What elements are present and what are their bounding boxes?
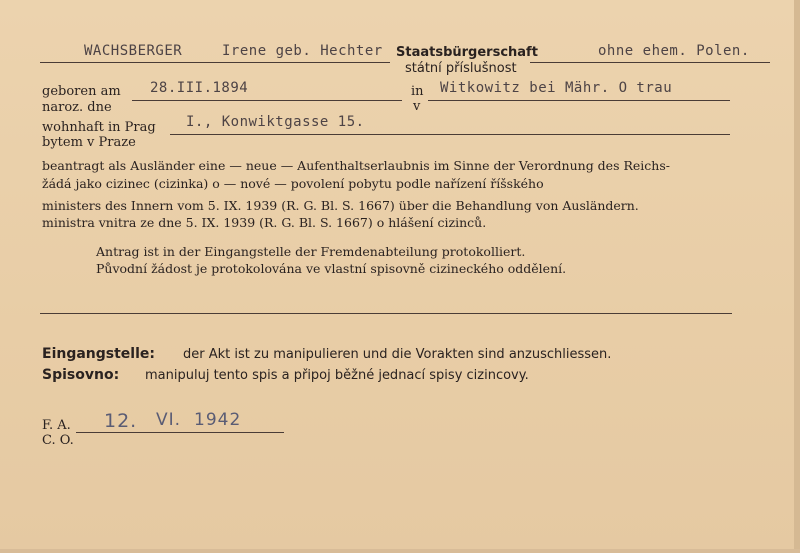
stamp-month: VI. (156, 410, 182, 430)
birth-place: Witkowitz bei Mähr. O trau (440, 80, 673, 96)
residence-label-cz: bytem v Praze (42, 135, 136, 150)
birth-date: 28.III.1894 (150, 80, 249, 96)
residence-address: I., Konwiktgasse 15. (186, 114, 365, 130)
residence-label-de: wohnhaft in Prag (42, 120, 156, 135)
surname: WACHSBERGER (84, 43, 183, 59)
body-line-cz-2: ministra vnitra ze dne 5. IX. 1939 (R. G. Bl. S. 1667) o hlášení cizinců. (42, 215, 487, 230)
body-line-cz-1: žádá jako cizinec (cizinka) o — nové — povolení pobytu podle nařízení říšského (42, 176, 544, 191)
citizenship-value: ohne ehem. Polen. (598, 43, 750, 59)
instruction-text-cz: manipuluj tento spis a připoj běžné jednací spisy cizincovy. (145, 368, 529, 383)
birth-label-de: geboren am (42, 84, 121, 99)
stamp-year: 1942 (194, 410, 242, 430)
co-label: C. O. (42, 433, 74, 448)
citizenship-label-cz: státní příslušnost (405, 61, 517, 76)
stamp-day: 12. (104, 410, 138, 432)
citizenship-line (530, 62, 770, 63)
birth-in-label-de: in (411, 84, 424, 99)
birth-in-label-cz: v (413, 99, 421, 114)
instruction-label-cz: Spisovno: (42, 367, 120, 383)
protocol-note-cz: Původní žádost je protokolována ve vlastní spisovně cizineckého oddělení. (96, 261, 567, 276)
card-bottom-edge (0, 549, 800, 553)
instruction-text-de: der Akt ist zu manipulieren und die Vorakten sind anzuschliessen. (183, 347, 612, 362)
residence-line (170, 134, 730, 135)
separator-line (40, 313, 732, 314)
fa-label: F. A. (42, 418, 71, 433)
given-names: Irene geb. Hechter (222, 43, 383, 59)
citizenship-label-de: Staatsbürgerschaft (396, 45, 538, 60)
surname-line (40, 62, 390, 63)
body-line-de-1: beantragt als Ausländer eine — neue — Aufenthaltserlaubnis im Sinne der Verordnung des Reichs- (42, 158, 670, 173)
birth-label-cz: naroz. dne (42, 100, 112, 115)
birth-date-line (132, 100, 402, 101)
fa-line (76, 432, 284, 433)
protocol-note-de: Antrag ist in der Eingangstelle der Fremdenabteilung protokolliert. (96, 244, 526, 259)
instruction-label-de: Eingangstelle: (42, 346, 155, 362)
body-line-de-2: ministers des Innern vom 5. IX. 1939 (R. G. Bl. S. 1667) über die Behandlung von Ausländern. (42, 198, 639, 213)
card-right-edge (794, 0, 800, 553)
birth-place-line (428, 100, 730, 101)
